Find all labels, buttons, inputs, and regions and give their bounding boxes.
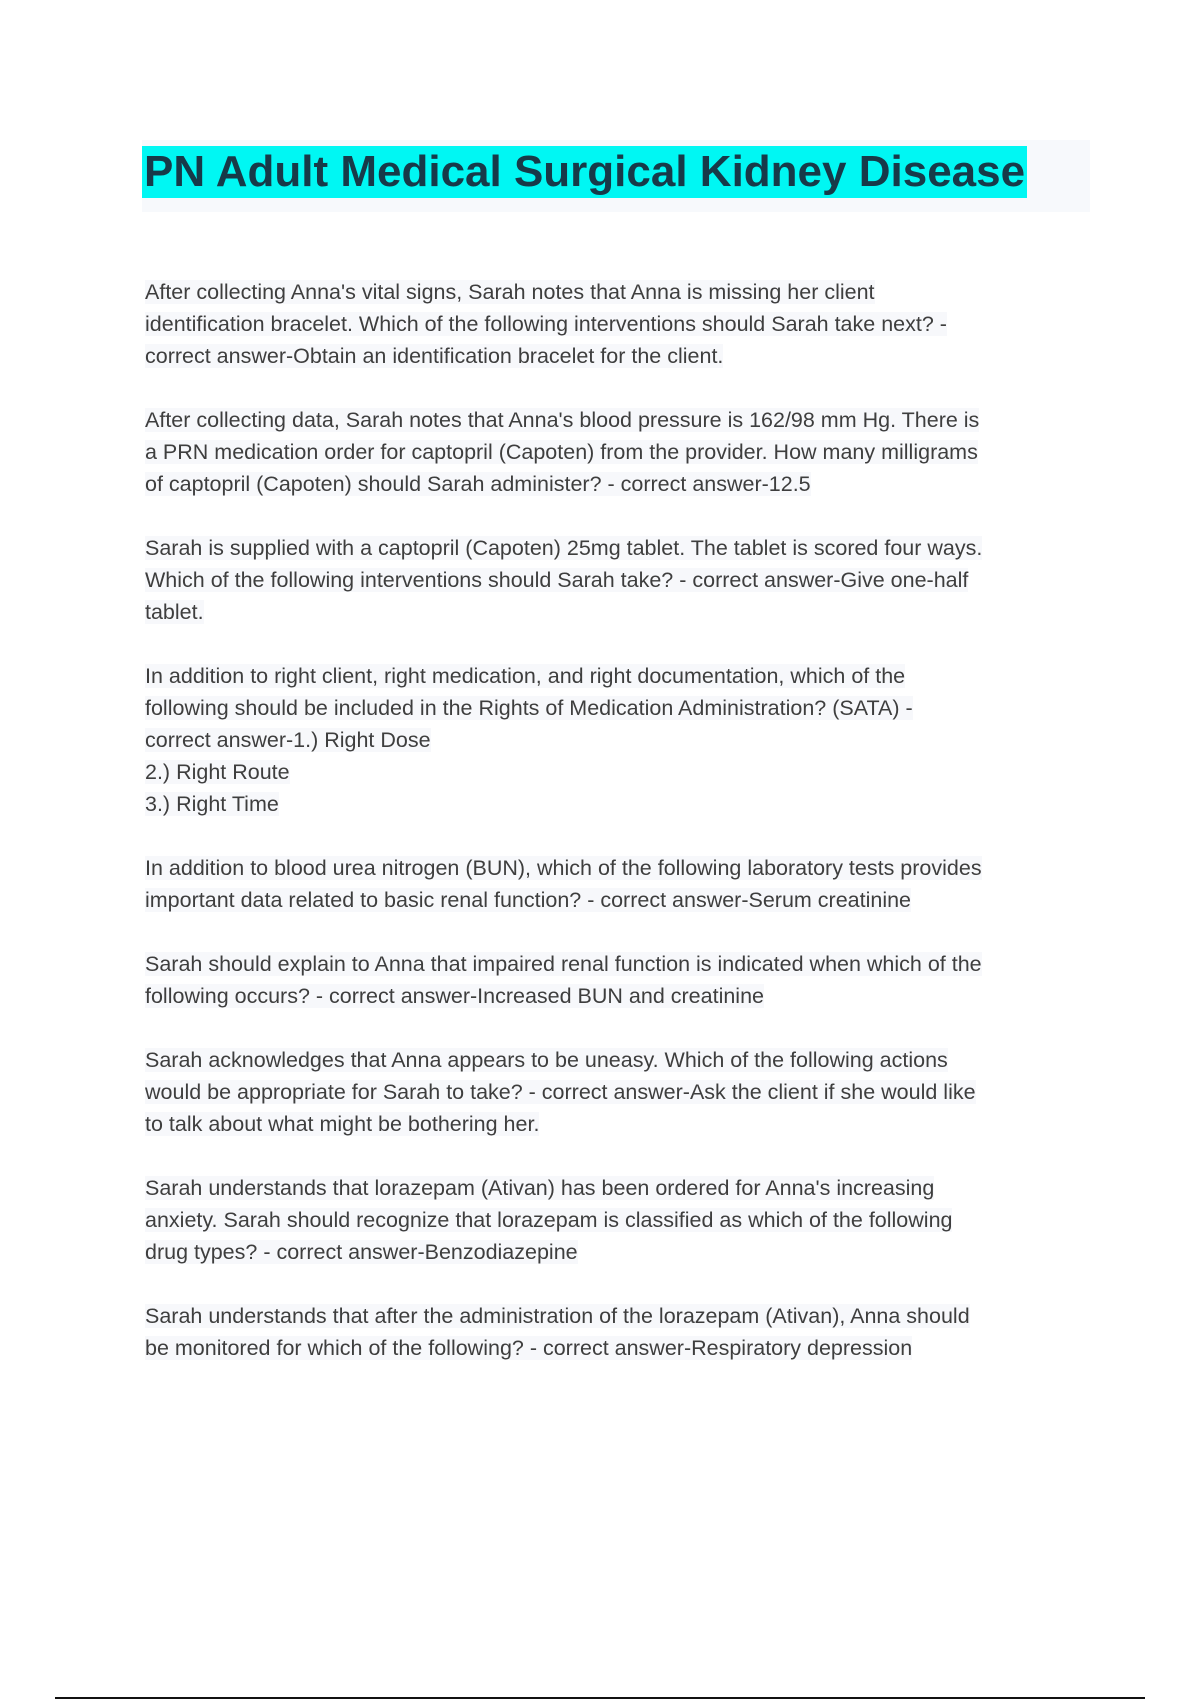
question-text [145,948,1095,1012]
question-text [145,276,1095,372]
question-answer-item [145,404,1095,500]
question-text [145,532,1095,628]
text-line: After collecting Anna's vital signs, Sarah notes that Anna is missing her client [145,280,875,304]
question-list [145,276,1095,1396]
question-text [145,1300,1095,1364]
text-line: following occurs? - correct answer-Increased BUN and creatinine [145,984,764,1008]
question-answer-item [145,276,1095,372]
text-line: tablet. [145,600,204,624]
text-line: After collecting data, Sarah notes that Anna's blood pressure is 162/98 mm Hg. There is [145,408,980,432]
text-line: Sarah should explain to Anna that impaired renal function is indicated when which of the [145,952,982,976]
text-line: 3.) Right Time [145,792,279,816]
title-block [142,140,1090,212]
question-answer-item [145,1044,1095,1140]
question-text [145,1172,1095,1268]
text-line: would be appropriate for Sarah to take? - correct answer-Ask the client if she would like [145,1080,976,1104]
text-line: In addition to right client, right medication, and right documentation, which of the [145,664,906,688]
document-title: PN Adult Medical Surgical Kidney Disease [144,147,1026,196]
text-line: correct answer-Obtain an identification bracelet for the client. [145,344,724,368]
text-line: In addition to blood urea nitrogen (BUN), which of the following laboratory tests provides [145,856,982,880]
text-line: Sarah understands that lorazepam (Ativan) has been ordered for Anna's increasing [145,1176,935,1200]
page-bottom-rule [55,1697,1145,1699]
question-answer-item [145,1172,1095,1268]
question-answer-item [145,532,1095,628]
text-line: Which of the following interventions should Sarah take? - correct answer-Give one-half [145,568,969,592]
text-line: Sarah acknowledges that Anna appears to be uneasy. Which of the following actions [145,1048,948,1072]
text-line: following should be included in the Rights of Medication Administration? (SATA) - [145,696,913,720]
question-text [145,660,1095,820]
question-text [145,404,1095,500]
question-text [145,1044,1095,1140]
text-line: be monitored for which of the following? - correct answer-Respiratory depression [145,1336,913,1360]
text-line: of captopril (Capoten) should Sarah administer? - correct answer-12.5 [145,472,811,496]
text-line: a PRN medication order for captopril (Capoten) from the provider. How many milligrams [145,440,978,464]
question-text [145,852,1095,916]
text-line: important data related to basic renal function? - correct answer-Serum creatinine [145,888,912,912]
question-answer-item [145,852,1095,916]
text-line: drug types? - correct answer-Benzodiazepine [145,1240,578,1264]
text-line: Sarah is supplied with a captopril (Capoten) 25mg tablet. The tablet is scored four ways. [145,536,983,560]
question-answer-item [145,660,1095,820]
text-line: identification bracelet. Which of the following interventions should Sarah take next? - [145,312,947,336]
text-line: 2.) Right Route [145,760,290,784]
text-line: Sarah understands that after the administration of the lorazepam (Ativan), Anna should [145,1304,970,1328]
question-answer-item [145,948,1095,1012]
question-answer-item [145,1300,1095,1364]
text-line: anxiety. Sarah should recognize that lorazepam is classified as which of the following [145,1208,953,1232]
text-line: correct answer-1.) Right Dose [145,728,431,752]
text-line: to talk about what might be bothering her. [145,1112,540,1136]
